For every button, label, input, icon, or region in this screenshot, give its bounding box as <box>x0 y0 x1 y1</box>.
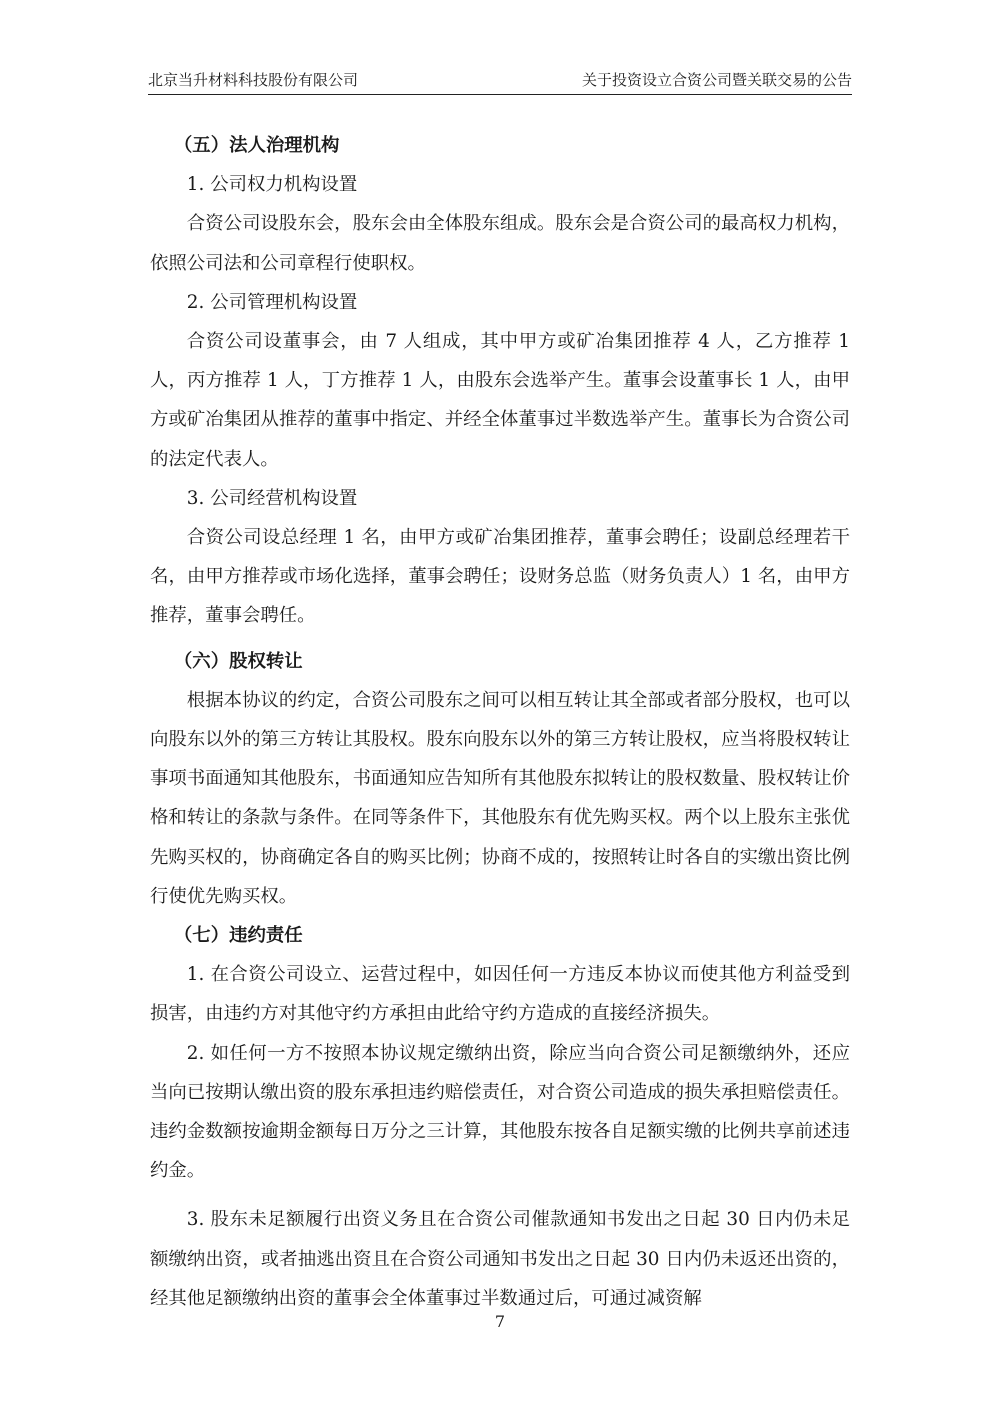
document-body <box>150 126 850 1318</box>
header-title: 关于投资设立合资公司暨关联交易的公告 <box>581 71 852 89</box>
paragraph: 1. 在合资公司设立、运营过程中，如因任何一方违反本协议而使其他方利益受到损害，由违约方对其他守约方承担由此给守约方造成的直接经济损失。 <box>150 964 850 1025</box>
subheading-management-body: 2. 公司管理机构设置 <box>186 291 358 313</box>
paragraph: 合资公司设董事会，由 7 人组成，其中甲方或矿冶集团推荐 4 人，乙方推荐 1 人，丙方推荐 1 人，丁方推荐 1 人，由股东会选举产生。董事会设董事长 1 人，由甲方或矿冶集团从推荐的董事中指定、并经全体董事过半数选举产生。董事长为合资公司的法定代表人。 <box>150 331 850 470</box>
paragraph: 根据本协议的约定，合资公司股东之间可以相互转让其全部或者部分股权，也可以向股东以外的第三方转让其股权。股东向股东以外的第三方转让股权，应当将股权转让事项书面通知其他股东，书面通知应告知所有其他股东拟转让的股权数量、股权转让价格和转让的条款与条件。在同等条件下，其他股东有优先购买权。两个以上股东主张优先购买权的，协商确定各自的购买比例；协商不成的，按照转让时各自的实缴出资比例行使优先购买权。 <box>150 689 850 907</box>
paragraph: 合资公司设股东会，股东会由全体股东组成。股东会是合资公司的最高权力机构，依照公司法和公司章程行使职权。 <box>150 213 850 274</box>
paragraph: 2. 如任何一方不按照本协议规定缴纳出资，除应当向合资公司足额缴纳外，还应当向已按期认缴出资的股东承担违约赔偿责任，对合资公司造成的损失承担赔偿责任。违约金数额按逾期金额每日万分之三计算，其他股东按各自足额实缴的比例共享前述违约金。 <box>150 1042 850 1182</box>
paragraph: 合资公司设总经理 1 名，由甲方或矿冶集团推荐，董事会聘任；设副总经理若干名，由甲方推荐或市场化选择，董事会聘任；设财务总监（财务负责人）1 名，由甲方推荐，董事会聘任。 <box>150 527 850 627</box>
subheading-power-body: 1. 公司权力机构设置 <box>186 174 358 196</box>
subheading-operation-body: 3. 公司经营机构设置 <box>186 487 358 509</box>
page-header <box>148 66 852 95</box>
section-heading-liability: （七）违约责任 <box>173 925 303 947</box>
paragraph: 3. 股东未足额履行出资义务且在合资公司催款通知书发出之日起 30 日内仍未足额缴纳出资，或者抽逃出资且在合资公司通知书发出之日起 30 日内仍未返还出资的，经其他足额缴纳出资的董事会全体董事过半数通过后，可通过减资解 <box>150 1209 850 1309</box>
section-heading-equity-transfer: （六）股权转让 <box>173 650 303 672</box>
section-heading-governance: （五）法人治理机构 <box>173 135 340 156</box>
header-company: 北京当升材料科技股份有限公司 <box>148 71 359 89</box>
page-number: 7 <box>494 1312 506 1331</box>
